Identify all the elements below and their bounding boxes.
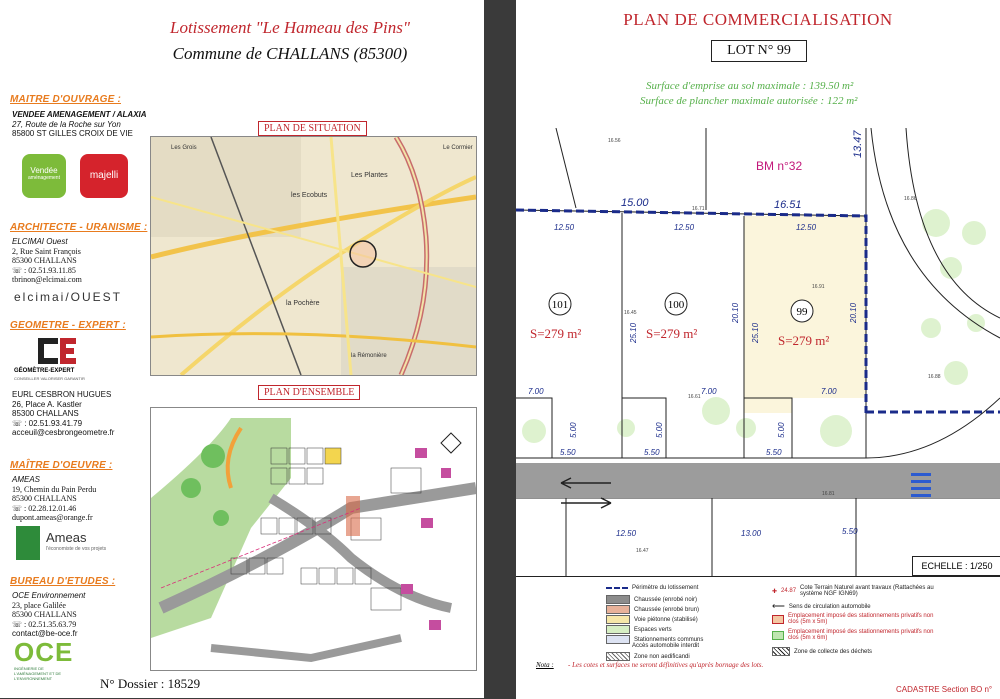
dim-depth-99: 25.10 <box>751 322 760 343</box>
spot-height-5: 16.61 <box>688 394 701 400</box>
lot-101-surface: S=279 m² <box>530 326 582 341</box>
dim-f5-99: 5.00 <box>777 422 786 438</box>
majelli-logo: majelli <box>80 154 128 198</box>
commune-title: Commune de CHALLANS (85300) <box>172 44 408 63</box>
spot-height-3: 16.45 <box>624 310 637 316</box>
surface-plancher: Surface de plancher maximale autorisée : 122 m² <box>640 95 858 107</box>
ameas-logo-mark <box>16 526 40 560</box>
dim-top-a: 15.00 <box>621 197 649 209</box>
elcimai-logo: elcimai/OUEST <box>14 290 123 304</box>
geometre-logo-sub: CONSEILLER VALORISER GARANTIR <box>14 376 85 381</box>
maitre-oeuvre-heading: MAÎTRE D'OEUVRE : <box>10 460 113 471</box>
lot-100-surface: S=279 m² <box>646 326 698 341</box>
spot-height-4: 16.91 <box>812 284 825 290</box>
maitre-ouvrage-address: VENDEE AMENAGEMENT / ALAXIA 27, Route de la Roche sur Yon 85800 ST GILLES CROIX DE VIE <box>12 110 147 138</box>
dim-setback-101: 7.00 <box>528 387 544 396</box>
cadastre-label: CADASTRE Section BO n° <box>896 685 993 694</box>
dim-top-b: 16.51 <box>774 199 802 211</box>
dim-f550-100: 5.50 <box>644 448 660 457</box>
legend-acces-interdit: Accès automobile interdit <box>632 643 700 649</box>
spot-height-6: 16.81 <box>822 491 835 497</box>
maitre-oeuvre-address: AMEAS 19, Chemin du Pain Perdu 85300 CHALLANS ☏ : 02.28.12.01.46 dupont.ameas@orange.fr <box>12 475 97 522</box>
lot-99-surface: S=279 m² <box>778 333 830 348</box>
legend-voie-pietonne: Voie piétonne (stabilisé) <box>606 615 698 624</box>
map-label-remoniere: la Rémonière <box>351 353 387 359</box>
architecte-address: ELCIMAI Ouest 2, Rue Saint François 85300 CHALLANS ☏ : 02.51.93.11.85 tbrinon@elcimai.com <box>12 237 82 284</box>
situation-map-drawing <box>151 137 476 375</box>
spot-height-2: 16.71 <box>692 206 705 212</box>
geometre-heading: GEOMETRE - EXPERT : <box>10 320 126 331</box>
surface-emprise: Surface d'emprise au sol maximale : 139.50 m² <box>646 80 854 92</box>
dim-w1: 12.50 <box>554 223 575 232</box>
dim-depth2-99: 20.10 <box>849 302 858 323</box>
dim-f5-100: 5.00 <box>655 422 664 438</box>
dim-f550-99: 5.50 <box>766 448 782 457</box>
lot-99-number: 99 <box>796 306 808 318</box>
legend-chaussee-brun: Chaussée (enrobé brun) <box>606 605 699 614</box>
spot-height-9: 16.88 <box>928 374 941 380</box>
note-label: Nota : <box>536 661 554 669</box>
note-text: - Les cotes et surfaces ne seront définitives qu'après bornage des lots. <box>568 661 764 669</box>
lot-number: LOT N° 99 <box>711 40 807 62</box>
lot-100-number: 100 <box>667 299 685 311</box>
commercialisation-title: PLAN DE COMMERCIALISATION <box>623 10 893 29</box>
geometre-logo: GÉOMÈTRE-EXPERT <box>14 368 75 374</box>
spot-height-7: 16.47 <box>636 548 649 554</box>
ensemble-map-drawing <box>151 408 476 670</box>
situation-map <box>150 136 477 376</box>
dim-depth-100: 25.10 <box>629 322 638 343</box>
plan-ensemble-label: PLAN D'ENSEMBLE <box>258 385 360 400</box>
lot-101-number: 101 <box>551 299 569 311</box>
geometre-logo-mark <box>30 336 80 366</box>
legend-perimetre: Périmètre du lotissement <box>606 585 698 591</box>
map-label-ecobuts: les Ecobuts <box>291 192 328 199</box>
dim-bottom-c: 5.50 <box>842 527 858 536</box>
commercialisation-page <box>516 0 1000 698</box>
map-label-grois: Les Grois <box>171 145 197 151</box>
scale-label: ECHELLE : 1/250 <box>912 556 1000 576</box>
legend-cote-terrain: ✚ 24.87 Cote Terrain Naturel avant travaux (Rattachées au système NGF IGN69) <box>772 585 934 597</box>
dim-setback-100: 7.00 <box>701 387 717 396</box>
bm-label: BM n°32 <box>756 159 803 173</box>
legend-stationnements: Stationnements communs <box>606 635 703 644</box>
cover-page <box>0 0 484 698</box>
map-label-pochere: la Pochère <box>286 300 320 307</box>
ameas-logo: Ameas <box>46 530 87 545</box>
dim-side: 13.47 <box>852 130 864 158</box>
legend-stationnement-5x5: Emplacement imposé des stationnements privatifs non clos (5m x 5m) <box>772 613 938 625</box>
dim-f5-101: 5.00 <box>569 422 578 438</box>
dim-f550-101: 5.50 <box>560 448 576 457</box>
legend-sens-circulation: ⟵ Sens de circulation automobile <box>772 601 871 611</box>
map-label-plantes: Les Plantes <box>351 172 388 179</box>
geometre-address: EURL CESBRON HUGUES 26, Place A. Kastler 85300 CHALLANS ☏ : 02.51.93.41.79 acceuil@cesbrongeometre.fr <box>12 390 115 437</box>
bureau-heading: BUREAU D'ETUDES : <box>10 576 116 587</box>
architecte-heading: ARCHITECTE - URANISME : <box>10 222 148 233</box>
map-label-cormier: Le Cormier <box>443 145 473 151</box>
dim-w3: 12.50 <box>796 223 817 232</box>
legend-zone-non-aedificandi: Zone non aedificandi <box>606 652 690 661</box>
dim-w2: 12.50 <box>674 223 695 232</box>
spot-height-1: 16.56 <box>608 138 621 144</box>
bureau-address: OCE Environnement 23, place Galilée 85300 CHALLANS ☏ : 02.51.35.63.79 contact@be-oce.fr <box>12 591 86 638</box>
legend <box>516 576 1000 699</box>
maitre-ouvrage-heading: MAITRE D'OUVRAGE : <box>10 94 121 105</box>
spot-height-8: 16.86 <box>904 196 917 202</box>
project-title: Lotissement "Le Hameau des Pins" <box>170 18 410 37</box>
plan-situation-label: PLAN DE SITUATION <box>258 121 367 136</box>
dim-depth2-100: 20.10 <box>731 302 740 323</box>
dim-bottom-a: 12.50 <box>616 529 637 538</box>
legend-zone-dechets: Zone de collecte des déchets <box>772 647 872 656</box>
legend-stationnement-5x6: Emplacement imposé des stationnements privatifs non clos (5m x 6m) <box>772 629 938 641</box>
dossier-number: N° Dossier : 18529 <box>100 676 201 691</box>
ameas-logo-sub: l'économiste de vos projets <box>46 546 107 552</box>
dim-bottom-b: 13.00 <box>741 529 762 538</box>
dim-setback-99: 7.00 <box>821 387 837 396</box>
ensemble-map <box>150 407 477 671</box>
lot-plan <box>516 128 1000 578</box>
vendee-amenagement-logo: Vendée aménagement <box>22 154 66 198</box>
oce-logo: OCE INGÉNIERIE DE L'AMÉNAGEMENT ET DE L'ENVIRONNEMENT <box>14 637 74 681</box>
legend-chaussee-noir: Chaussée (enrobé noir) <box>606 595 697 604</box>
legend-espaces-verts: Espaces verts <box>606 625 672 634</box>
